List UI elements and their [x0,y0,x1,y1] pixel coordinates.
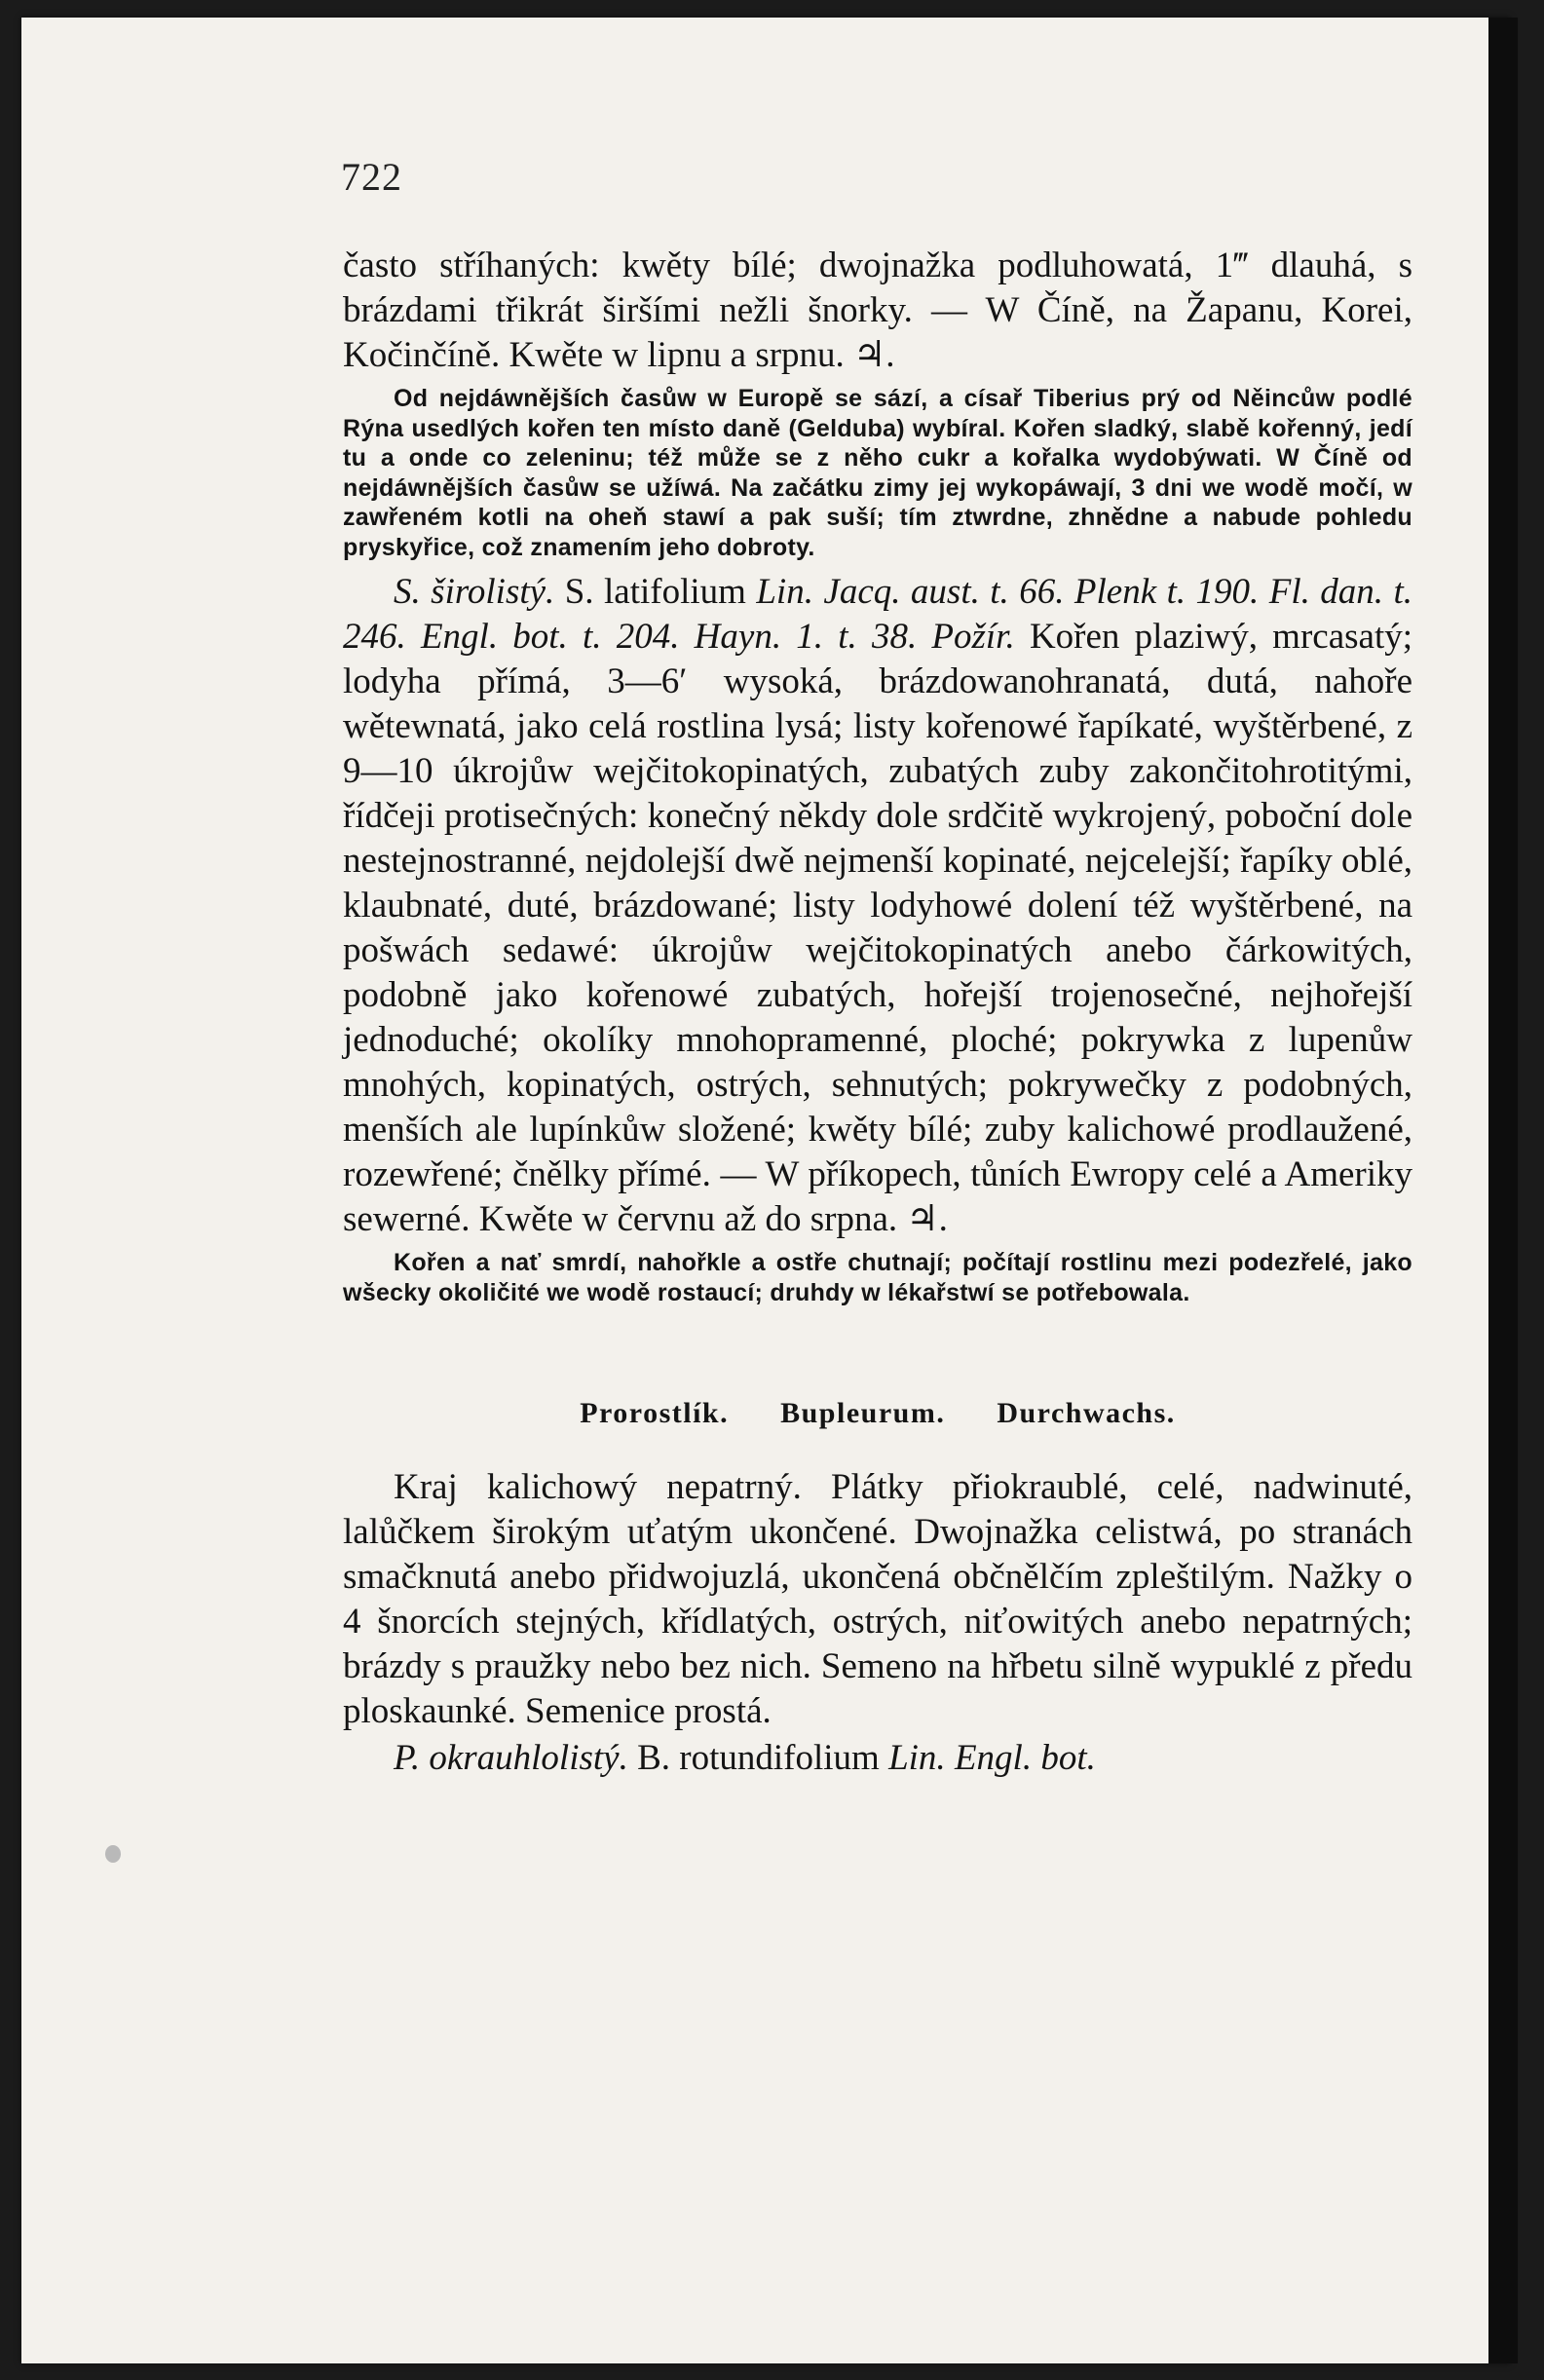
genus-german: Durchwachs. [997,1397,1176,1429]
species-citation-a: Lin. Jacq. aust. t. [756,572,1009,612]
binding-hole [105,1845,121,1863]
species-entry-1 [343,570,1412,1242]
page-edge [1488,18,1518,2363]
page-number: 722 [341,155,402,199]
paragraph-continuation: často stříhaných: kwěty bílé; dwojnažka podluhowatá, 1‴ dlauhá, s brázdami třikrát širšími nežli šnorky. — W Číně, na Žapanu, Korei, Kočinčíně. Kwěte w lipnu a srpnu. ♃. [343,246,1412,375]
genus-description: Kraj kalichowý nepatrný. Plátky přiokraublé, celé, nadwinuté, lalůčkem širokým uťatým ukončené. Dwojnažka celistwá, po stranách smačknutá anebo přidwojuzlá, ukončená občnělčím zpleštilým. Nažky o 4 šnorcích stejných, křídlatých, ostrých, niťowitých anebo nepatrných; brázdy s praužky nebo bez nich. Semeno na hřbetu silně wypuklé z předu ploskaunké. Semenice prostá. [343,1467,1412,1731]
species2-citation-lin: Lin. [888,1738,946,1778]
text-column [343,244,1412,1781]
species-citation-b: 66. Plenk t. 190. Fl. dan. t. 246. Engl. bot. t. 204. Hayn. 1. t. 38. Požír. [343,572,1413,657]
species-czech-name: S. širolistý. [394,572,555,612]
genus-heading [343,1397,1412,1430]
species2-czech-name: P. okrauhlolistý. [394,1738,628,1778]
note-paragraph-1: Od nejdáwnějších časůw w Europě se sází, a císař Tiberius prý od Něincůw podlé Rýna usedlých kořen ten místo daně (Gelduba) wybíral. Kořen sladký, slabě kořenný, jedí tu a onde co zeleninu; též může se z něho cukr a kořalka wydobýwati. W Číně od nejdáwnějších časůw se užíwá. Na začátku zimy jej wykopáwají, 3 dni we wodě močí, w zawřeném kotli na oheň stawí a pak suší; tím ztwrdne, zhnědne a nabude pohledu pryskyřice, což znamením jeho dobroty. [343,385,1412,561]
genus-latin: Bupleurum. [780,1397,946,1429]
species-latin-name: S. latifolium [564,572,746,612]
species2-latin-name: B. rotundifolium [637,1738,880,1778]
species-description: Kořen plaziwý, mrcasatý; lodyha přímá, 3—6′ wysoká, brázdowanohranatá, dutá, nahoře wětewnatá, jako celá rostlina lysá; listy kořenowé řapíkaté, wyštěrbené, z 9—10 úkrojůw wejčitokopinatých, zubatých zuby zakončitohrotitými, řídčeji protisečných: konečný někdy dole srdčitě wykrojený, poboční dole nestejnostranné, nejdolejší dwě nejmenší kopinaté, nejcelejší; řapíky oblé, klaubnaté, duté, brázdowané; listy lodyhowé dolení též wyštěrbené, na pošwách sedawé: úkrojůw wejčitokopinatých anebo čárkowitých, podobně jako kořenowé zubatých, hořejší trojenosečné, nejhořejší jednoduché; okolíky mnohopramenné, ploché; pokrywka z lupenůw mnohých, kopinatých, ostrých, sehnutých; pokrywečky z podobných, menších ale lupínkůw složené; kwěty bílé; zuby kalichowé prodlaužené, rozewřené; čnělky přímé. — W příkopech, tůních Ewropy celé a Ameriky sewerné. Kwěte w červnu až do srpna. ♃. [343,617,1412,1239]
species-entry-2 [343,1736,1412,1781]
species2-citation-rest: Engl. bot. [954,1738,1096,1778]
note-paragraph-2: Kořen a nať smrdí, nahořkle a ostře chutnají; počítají rostlinu mezi podezřelé, jako wšecky okoličité we wodě rostaucí; druhdy w lékařstwí se potřebowala. [343,1249,1412,1306]
genus-czech: Prorostlík. [580,1397,730,1429]
